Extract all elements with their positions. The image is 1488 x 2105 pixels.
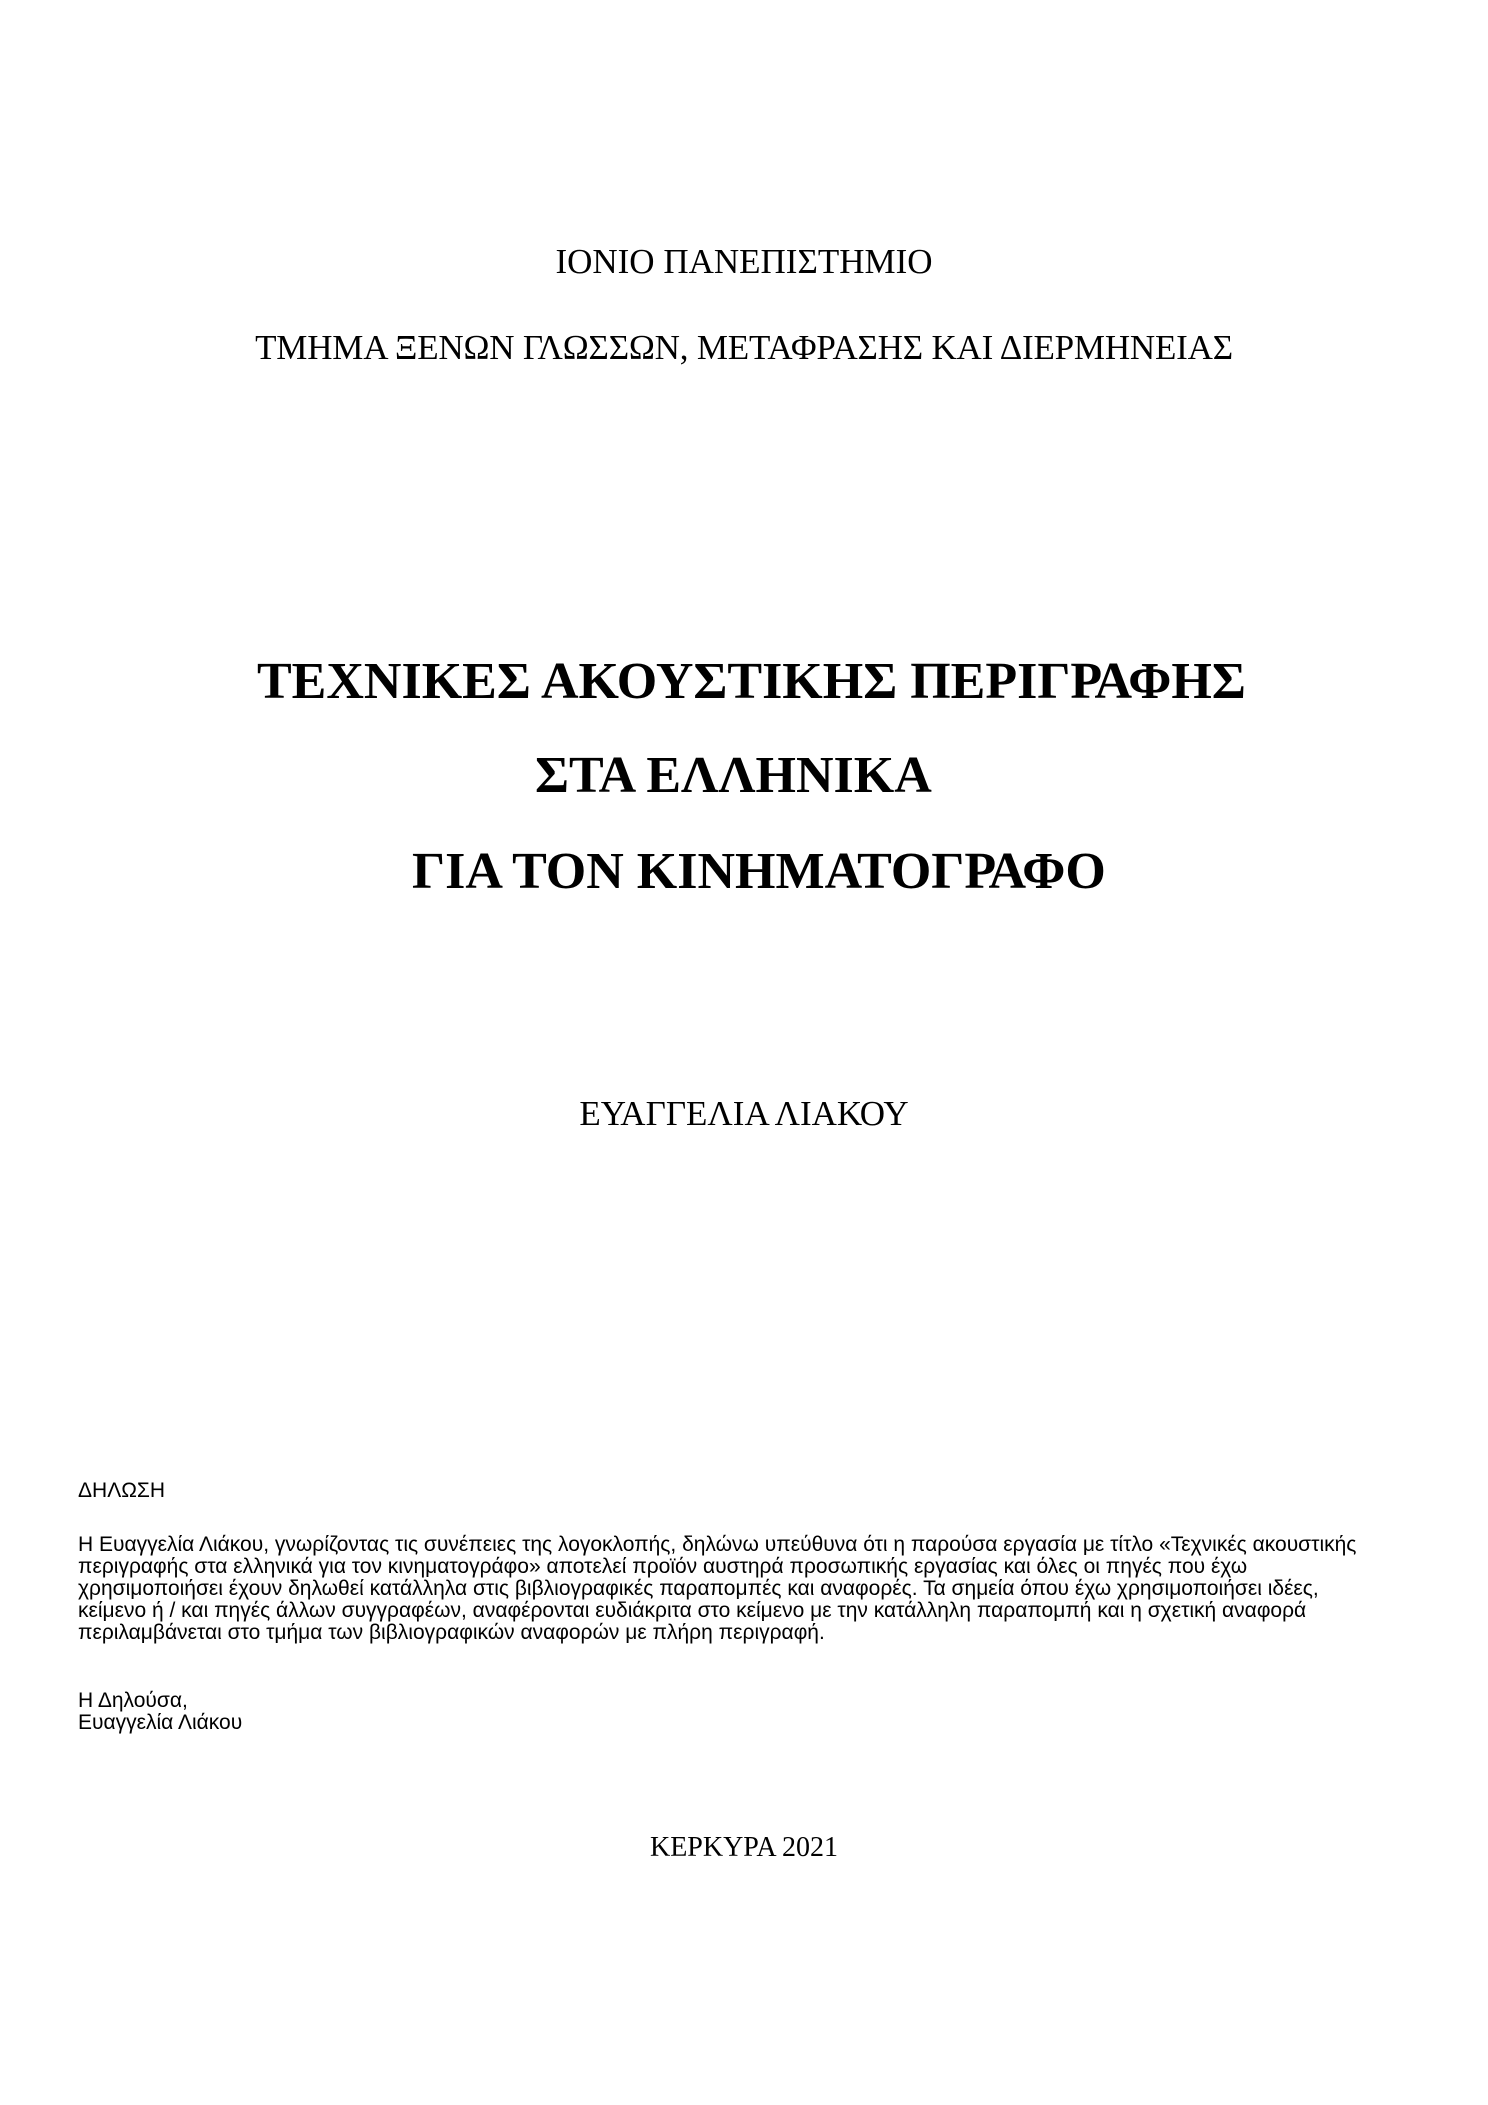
department-name: ΤΜΗΜΑ ΞΕΝΩΝ ΓΛΩΣΣΩΝ, ΜΕΤΑΦΡΑΣΗΣ ΚΑΙ ΔΙΕΡΜΗΝΕΙΑΣ [255,328,1233,367]
declaration-line: περιγραφής στα ελληνικά για τον κινηματογράφο» αποτελεί προϊόν αυστηρά προσωπικής εργασίας και όλες οι πηγές που έχω [78,1555,1248,1578]
thesis-title-line-1: ΤΕΧΝΙΚΕΣ ΑΚΟΥΣΤΙΚΗΣ ΠΕΡΙΓΡΑΦΗΣ [257,653,1246,710]
declaration-line: κείμενο ή / και πηγές άλλων συγγραφέων, αναφέρονται ευδιάκριτα στο κείμενο με την κατάλληλη παραπομπή και η σχετική αναφορά [78,1599,1307,1622]
declaration-line: περιλαμβάνεται στο τμήμα των βιβλιογραφικών αναφορών με πλήρη περιγραφή. [78,1621,825,1644]
author-name: ΕΥΑΓΓΕΛΙΑ ΛΙΑΚΟΥ [579,1094,909,1133]
thesis-title-line-2: ΣΤΑ ΕΛΛΗΝΙΚΑ [535,747,932,804]
declaration-body [78,1534,1438,1644]
signature-name: Ευαγγελία Λιάκου [78,1711,243,1734]
declaration-line: χρησιμοποιήσει έχουν δηλωθεί κατάλληλα στις βιβλιογραφικές παραπομπές και αναφορές. Τα σημεία όπου έχω χρησιμοποιήσει ιδέες, [78,1577,1319,1600]
declaration-line: Η Ευαγγελία Λιάκου, γνωρίζοντας τις συνέπειες της λογοκλοπής, δηλώνω υπεύθυνα ότι η παρούσα εργασία με τίτλο «Τεχνικές ακουστικής [78,1533,1357,1556]
thesis-title-line-3: ΓΙΑ ΤΟΝ ΚΙΝΗΜΑΤΟΓΡΑΦΟ [412,843,1106,900]
city-year: ΚΕΡΚΥΡΑ 2021 [649,1832,839,1863]
declaration-heading: ΔΗΛΩΣΗ [78,1479,166,1502]
university-name: ΙΟΝΙΟ ΠΑΝΕΠΙΣΤΗΜΙΟ [555,242,933,281]
signature-label: Η Δηλούσα, [78,1689,188,1712]
